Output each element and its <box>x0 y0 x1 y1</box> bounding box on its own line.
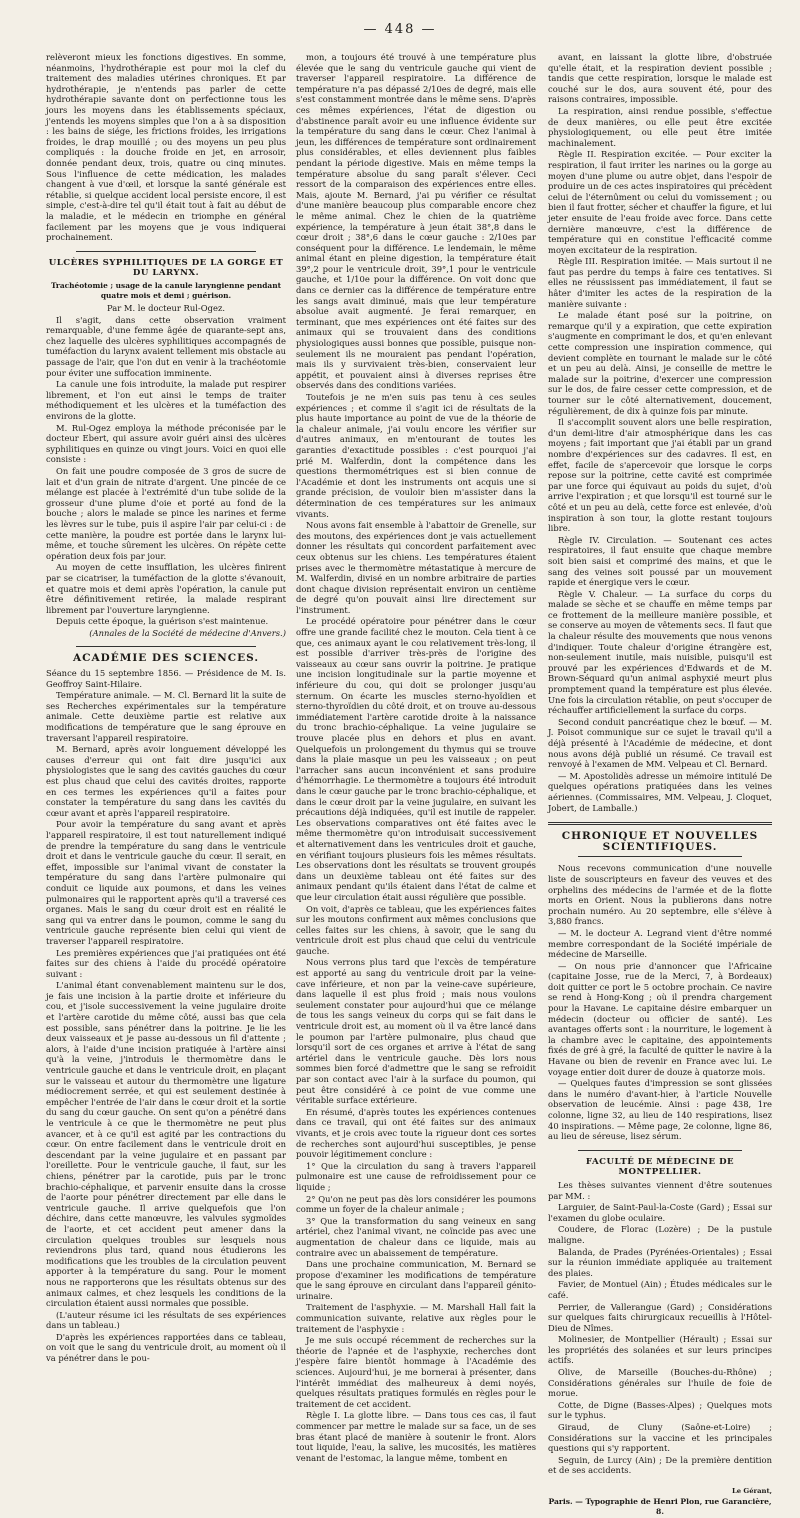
divider <box>548 822 772 825</box>
paragraph: — M. Apostolidès adresse un mémoire intitulé De quelques opérations pratiquées dans les veines aériennes. (Commissaires, MM. Velpeau, J. Cloquet, Jobert, de Lamballe.) <box>548 770 772 813</box>
thesis-item: Favier, de Montuel (Ain) ; Études médicales sur le café. <box>548 1279 772 1300</box>
thesis-item: Olive, de Marseille (Bouches-du-Rhône) ; Considérations générales sur l'huile de foie de morue. <box>548 1367 772 1399</box>
gerant-signature: Le Gérant, <box>731 1487 772 1495</box>
paragraph: Nous verrons plus tard que l'excès de température est apporté au sang du ventricule droit par la veine-cave inférieure, et non par la veine-cave supérieure, dans laquelle il est plus froid ; mais nous voulons seulement constater pour aujourd'hui que ce mélange de tous les sangs veineux du corps qui se fait dans le ventricule droit est, au moment où il va être lancé dans le poumon par l'artère pulmonaire, plus chaud que lorsqu'il sort de ces organes et arrive à l'état de sang artériel dans le ventricule gauche. Dès lors nous sommes bien forcé d'admettre que le sang se refroidit par son contact avec l'air à la surface du poumon, qui peut être considéré à ce point de vue comme une véritable surface extérieure. <box>296 957 536 1106</box>
paragraph: Règle V. Chaleur. — La surface du corps du malade se sèche et se chauffe en même temps par ce frottement de la meilleure manière possible, et se conserve au moyen de vêtements secs. Il faut que la chaleur résulte des mouvements que nous venons d'indiquer. Toute chaleur d'origine étrangère est, non-seulement inutile, mais nuisible, puisqu'il est prouvé par les expériences d'Edwards et de M. Brown-Séquard qu'un animal asphyxié meurt plus promptement quand la température est plus élevée. Une fois la circulation rétablie, on peut s'occuper de réchauffer artificiellement la surface du corps. <box>548 588 772 716</box>
paragraph: 1° Que la circulation du sang à travers l'appareil pulmonaire est une cause de refroidissement pour ce liquide ; <box>296 1160 536 1192</box>
paragraph: Traitement de l'asphyxie. — M. Marshall Hall fait la communication suivante, relative aux règles pour le traitement de l'asphyxie : <box>296 1302 536 1334</box>
paragraph: mon, a toujours été trouvé à une température plus élevée que le sang du ventricule gauche qui vient de traverser l'appareil respiratoire. La différence de température n'a pas dépassé 2/10es de degré, mais elle s'est constamment montrée dans le même sens. D'après ces mêmes expériences, l'état de digestion ou d'abstinence paraît avoir eu une influence évidente sur la température du sang dans le cœur. Chez l'animal à jeun, les différences de température sont ordinairement plus considérables, et elles deviennent plus faibles pendant la période digestive. Mais en même temps la température absolue du sang paraît s'élever. Ceci ressort de la comparaison des expériences entre elles. Mais, ajoute M. Bernard, j'ai pu vérifier ce résultat d'une manière beaucoup plus comparable encore chez le même animal. Chez le chien de la quatrième expérience, la température à jeun était 38°,8 dans le cœur droit ; 38°,6 dans le cœur gauche : 2/10es par conséquent pour la différence. Le lendemain, le même animal étant en pleine digestion, la température était 39°,2 pour le ventricule droit, 39°,1 pour le ventricule gauche, et 1/10e pour la différence. On voit donc que dans ce dernier cas la différence de température entre les sangs avait diminué, mais que leur température absolue avait augmenté. Je ferai remarquer, en terminant, que mes expériences ont été faites sur des animaux qui se trouvaient dans des conditions physiologiques aussi bonnes que possible, puisque non-seulement ils ne mouraient pas pendant l'opération, mais ils y survivaient très-bien, conservaient leur appétit, et pouvaient ainsi à diverses reprises être observés dans des conditions variées. <box>296 52 536 391</box>
chronicle-body <box>548 863 772 1141</box>
theses-list <box>548 1202 772 1476</box>
paragraph: Nous avons fait ensemble à l'abattoir de Grenelle, sur des moutons, des expériences dont je vais actuellement donner les résultats qui concordent parfaitement avec ceux obtenus sur les chiens. Les températures étaient prises avec le thermomètre métastatique à mercure de M. Walferdin, divisé en un nombre arbitraire de parties dont chaque division représentait environ un centième de degré qu'on pouvait ainsi lire directement sur l'instrument. <box>296 520 536 615</box>
paragraph: Je me suis occupé récemment de recherches sur la théorie de l'apnée et de l'asphyxie, recherches dont j'espère faire bientôt hommage à l'Académie des sciences. Aujourd'hui, je me bornerai à présenter, dans l'intérêt immédiat des malheureux à demi noyés, quelques résultats pratiques formulés en règles pour le traitement de cet accident. <box>296 1335 536 1409</box>
paragraph: M. Rul-Ogez employa la méthode préconisée par le docteur Ebert, qui assure avoir guéri ainsi des ulcères syphilitiques en quinze ou vingt jours. Voici en quoi elle consiste : <box>46 422 286 465</box>
paragraph: Pour avoir la température du sang avant et après l'appareil respiratoire, il est tout naturellement indiqué de prendre la température du sang dans le ventricule droit et dans le ventricule gauche du cœur. Il serait, en effet, impossible sur l'animal vivant de constater la température du sang dans l'artère pulmonaire qui conduit ce liquide aux poumons, et dans les veines pulmonaires qui le rapportent après qu'il a traversé ces organes. Mais le sang du cœur droit est en réalité le sang qui va entrer dans le poumon, comme le sang du ventricule gauche représente bien celui qui vient de traverser l'appareil respiratoire. <box>46 819 286 946</box>
article-title: ULCÈRES SYPHILITIQUES DE LA GORGE ET DU LARYNX. <box>48 257 284 279</box>
thesis-item: Giraud, de Cluny (Saône-et-Loire) ; Considérations sur la vaccine et les principales questions qui s'y rapportent. <box>548 1422 772 1454</box>
column-left <box>46 52 286 1365</box>
article-subtitle: Trachéotomie ; usage de la canule laryngienne pendant quatre mois et demi ; guérison. <box>50 280 282 301</box>
byline: Par M. le docteur Rul-Ogez. <box>106 303 226 314</box>
column-middle <box>296 52 536 1464</box>
paragraph: Il s'agit, dans cette observation vraiment remarquable, d'une femme âgée de quarante-sept ans, chez laquelle des ulcères syphilitiques accompagnés de tuméfaction du larynx avaient tellement mis obstacle au passage de l'air, que l'on dut en venir à la trachéotomie pour éviter une suffocation imminente. <box>46 314 286 378</box>
paragraph: Nous recevons communication d'une nouvelle liste de souscripteurs en faveur des veuves et des orphelins des médecins de l'armée et de la flotte morts en Orient. Nous la publierons dans notre prochain numéro. Au 20 septembre, elle s'élève à 3,880 francs. <box>548 863 772 927</box>
paragraph: Depuis cette époque, la guérison s'est maintenue. <box>56 616 269 627</box>
paragraph: — On nous prie d'annoncer que l'Africaine (capitaine Josse, rue de la Merci, 7, à Bordeaux) doit quitter ce port le 5 octobre prochain. Ce navire se rend à Hong-Kong ; où il prendra chargement pour la Havane. Le capitaine désire embarquer un médecin (docteur ou officier de santé). Les avantages offerts sont : la nourriture, le logement à la chambre avec le capitaine, des appointements fixés de gré à gré, la faculté de quitter le navire à la Havane ou bien de revenir en France avec lui. Le voyage entier doit durer de douze à quatorze mois. <box>548 960 772 1077</box>
thesis-item: Seguin, de Lurcy (Ain) ; De la première dentition et de ses accidents. <box>548 1454 772 1476</box>
paragraph: Le procédé opératoire pour pénétrer dans le cœur offre une grande facilité chez le mouton. Cela tient à ce que, ces animaux ayant le cou relativement très-long, il est possible d'arriver très-près de l'origine des vaisseaux au cœur sans ouvrir la poitrine. Je pratique une incision longitudinale sur la partie moyenne et inférieure du cou, qui doit se prolonger jusqu'au sternum. On écarte les muscles sterno-hyoïdien et sterno-thyroïdien du côté droit, et on trouve au-dessous immédiatement l'artère carotide droite à la naissance du tronc brachio-céphalique. La veine jugulaire se trouve placée plus en dehors et plus en avant. Quelquefois un prolongement du thymus qui se trouve dans la plaie masque un peu les vaisseaux ; on peut l'arracher sans aucun inconvénient et sans produire d'hémorrhagie. Le thermomètre a toujours été introduit dans le cœur gauche par le tronc brachio-céphalique, et dans le cœur droit par la veine jugulaire, en suivant les précautions déjà indiquées, qu'il est inutile de rappeler. Les observations comparatives ont été faites avec le même thermomètre qu'on introduisait successivement et alternativement dans les ventricules droit et gauche, en vérifiant toujours plusieurs fois les mêmes résultats. Les observations dont les résultats se trouvent groupés dans un deuxième tableau ont été faites sur des animaux pendant qu'ils étaient dans l'état de calme et que leur circulation était aussi régulière que possible. <box>296 616 536 902</box>
paragraph: Règle I. La glotte libre. — Dans tous ces cas, il faut commencer par mettre le malade sur sa face, un de ses bras étant placé de manière à soutenir le front. Alors tout liquide, l'eau, la salive, les mucosités, les matières venant de l'estomac, la langue même, tombent en <box>296 1410 536 1463</box>
paragraph: La respiration, ainsi rendue possible, s'effectue de deux manières, ou elle peut être excitée physiologiquement, ou elle peut être imitée machinalement. <box>548 105 772 148</box>
paragraph: Second conduit pancréatique chez le bœuf. — M. J. Poisot communique sur ce sujet le travail qu'il a déjà présenté à l'Académie de médecine, et dont nous avons déjà publié un résumé. Ce travail est renvoyé à l'examen de MM. Velpeau et Cl. Bernard. <box>548 716 772 770</box>
divider <box>76 251 256 252</box>
divider <box>76 646 256 647</box>
seance-line: Séance du 15 septembre 1856. — Présidence de M. Is. Geoffroy Saint-Hilaire. <box>46 668 286 689</box>
section-title-faculte: FACULTÉ DE MÉDECINE DE MONTPELLIER. <box>585 1156 735 1178</box>
asphyxie-body-continued <box>548 52 772 813</box>
paragraph: — M. le docteur A. Legrand vient d'être nommé membre correspondant de la Société impériale de médecine de Marseille. <box>548 927 772 960</box>
thesis-item: Molinesier, de Montpellier (Hérault) ; Essai sur les propriétés des solanées et sur leurs principes actifs. <box>548 1334 772 1366</box>
paragraph: Au moyen de cette insufflation, les ulcères finirent par se cicatriser, la tuméfaction de la glotte s'évanouit, et quatre mois et demi après l'opération, la canule put être définitivement retirée, la malade respirant librement par l'ouverture laryngienne. <box>46 562 286 615</box>
imprint <box>548 1486 772 1518</box>
article-body <box>46 315 286 627</box>
imprint-line: Paris. — Typographie de Henri Plon, rue Garancière, 8. <box>548 1496 772 1517</box>
paragraph: 3° Que la transformation du sang veineux en sang artériel, chez l'animal vivant, ne coïncide pas avec une augmentation de chaleur dans ce liquide, mais au contraire avec un abaissement de température. <box>296 1215 536 1258</box>
section-title-academie: ACADÉMIE DES SCIENCES. <box>73 652 259 665</box>
paragraph: La canule une fois introduite, la malade put respirer librement, et l'on eut ainsi le temps de traiter méthodiquement et les ulcères et la tuméfaction des environs de la glotte. <box>46 379 286 421</box>
thesis-item: Cotte, de Digne (Basses-Alpes) ; Quelques mots sur le typhus. <box>548 1399 772 1421</box>
intro-paragraph: relèveront mieux les fonctions digestives. En somme, néanmoins, l'hydrothérapie est pour moi la clef du traitement des maladies utérines chroniques. Et par hydrothérapie, je n'entends pas parler de cette hydrothérapie savante dont on perfectionne tous les jours les moyens dans les établissements spéciaux, j'entends les moyens simples que l'on a à sa disposition : les bains de siége, les frictions froides, les irrigations froides, le drap mouillé ; ou des moyens un peu plus compliqués : la douche froide en jet, en arrosoir, donnée pendant deux, trois, quatre ou cinq minutes. Sous l'influence de cette médication, les malades changent à vue d'œil, et lorsque la santé générale est rétablie, si quelque accident local persiste encore, il est simple, c'est-à-dire tel qu'il était tout à fait au début de la maladie, et le médecin en triomphe en général facilement par les moyens que je vous indiquerai prochainement. <box>46 52 286 243</box>
academie-body-continued <box>296 52 536 1463</box>
divider <box>578 856 742 857</box>
divider <box>578 1150 742 1151</box>
paragraph: M. Bernard, après avoir longuement développé les causes d'erreur qui ont fait dire jusqu'ici aux physiologistes que le sang des cavités gauches du cœur est plus chaud que celui des cavités droites, rapporte en ces termes les expériences qu'il a faites pour constater la température du sang dans les cavités du cœur avant et après l'appareil respiratoire. <box>46 744 286 818</box>
thesis-item: Perrier, de Vallerangue (Gard) ; Considérations sur quelques faits chirurgicaux recueillis à l'Hôtel-Dieu de Nîmes. <box>548 1301 772 1333</box>
paragraph: Température animale. — M. Cl. Bernard lit la suite de ses Recherches expérimentales sur la température animale. Cette deuxième partie est relative aux modifications de température que le sang éprouve en traversant l'appareil respiratoire. <box>46 690 286 743</box>
paragraph: D'après les expériences rapportées dans ce tableau, on voit que le sang du ventricule droit, au moment où il va pénétrer dans le pou- <box>46 1331 286 1364</box>
paragraph: Les premières expériences que j'ai pratiquées ont été faites sur des chiens à l'aide du procédé opératoire suivant : <box>46 947 286 979</box>
paragraph: (L'auteur résume ici les résultats de ses expériences dans un tableau.) <box>46 1309 286 1331</box>
thesis-item: Larguier, de Saint-Paul-la-Coste (Gard) ; Essai sur l'examen du globe oculaire. <box>548 1202 772 1223</box>
article-source: (Annales de la Société de médecine d'Anvers.) <box>89 627 286 638</box>
paragraph: avant, en laissant la glotte libre, d'obstruée qu'elle était, et la respiration devient possible ; tandis que cette respiration, lorsque le malade est couché sur le dos, aura souvent été, pour des raisons contraires, impossible. <box>548 52 772 105</box>
paragraph: Le malade étant posé sur la poitrine, on remarque qu'il y a expiration, que cette expiration s'augmente en comprimant le dos, et qu'en enlevant cette compression une inspiration commence, qui devient complète en tournant le malade sur le côté et un peu au delà. Ainsi, je conseille de mettre le malade sur la poitrine, d'exercer une compression sur le dos, de faire cesser cette compression, et de tourner sur le côté alternativement, doucement, régulièrement, de dix à quinze fois par minute. <box>548 310 772 416</box>
paragraph: On fait une poudre composée de 3 gros de sucre de lait et d'un grain de nitrate d'argent. Une pincée de ce mélange est placée à l'extrémité d'un tube solide de la grosseur d'une plume d'oie et porté au fond de la bouche ; alors le malade se pince les narines et ferme les lèvres sur le tube, puis il aspire l'air par celui-ci : de cette manière, la poudre est portée dans le larynx lui-même, et touche sûrement les ulcères. On répète cette opération deux fois par jour. <box>46 465 286 561</box>
thesis-item: Balanda, de Prades (Pyrénées-Orientales) ; Essai sur la réunion immédiate appliquée au traitement des plaies. <box>548 1246 772 1278</box>
paragraph: Règle II. Respiration excitée. — Pour exciter la respiration, il faut irriter les narines ou la gorge au moyen d'une plume ou autre objet, dans l'espoir de produire un de ces actes inspiratoires qui précèdent celui de l'éternûment ou celui du vomissement ; ou bien il faut frotter, sécher et chauffer la figure, et lui jeter ensuite de l'eau froide avec force. Dans cette dernière manœuvre, c'est la différence de température qui en constitue l'efficacité comme moyen excitateur de la respiration. <box>548 149 772 255</box>
paragraph: Il s'accomplit souvent alors une belle respiration, d'un demi-litre d'air atmosphérique dans les cas moyens ; fait important que j'ai établi par un grand nombre d'expériences sur des cadavres. Il est, en effet, facile de s'apercevoir que lorsque le corps repose sur la poitrine, cette cavité est comprimée par une force qui équivaut au poids du sujet, d'où arrive l'expiration ; et que lorsqu'il est tourné sur le côté et un peu au delà, cette force est enlevée, d'où inspiration à son tour, la glotte restant toujours libre. <box>548 417 772 534</box>
thesis-item: Coudere, de Florac (Lozère) ; De la pustule maligne. <box>548 1224 772 1245</box>
column-right <box>548 52 772 1518</box>
page-number: — 448 — <box>363 22 437 37</box>
faculty-intro: Les thèses suivantes viennent d'être soutenues par MM. : <box>548 1179 772 1201</box>
paragraph: Règle III. Respiration imitée. — Mais surtout il ne faut pas perdre du temps à faire ces tentatives. Si elles ne réussissent pas immédiatement, il faut se hâter d'imiter les actes de la respiration de la manière suivante : <box>548 256 772 309</box>
paragraph: L'animal étant convenablement maintenu sur le dos, je fais une incision à la partie droite et inférieure du cou, et j'isole successivement la veine jugulaire droite et l'artère carotide du même côté, aussi bas que cela est possible, sans pénétrer dans la poitrine. Je lie les deux vaisseaux et je passe au-dessous un fil d'attente ; alors, à l'aide d'une incision pratiquée à l'artère ainsi qu'à la veine, j'introduis le thermomètre dans le ventricule gauche et dans le ventricule droit, en plaçant sur le vaisseau et autour du thermomètre une ligature médiocrement serrée, et qui est seulement destinée à empêcher l'entrée de l'air dans le cœur droit et la sortie du sang du cœur gauche. On sent qu'on a pénétré dans le ventricule à ce que le thermomètre ne peut plus avancer, et à ce qu'il est agité par les contractions du cœur. On entre facilement dans le ventricule droit en descendant par la veine jugulaire et en passant par l'oreillette. Pour le ventricule gauche, il faut, sur les chiens, pénétrer par la carotide, puis par le tronc brachio-céphalique, et parvenir ensuite dans la crosse de l'aorte pour pénétrer directement par elle dans le ventricule gauche. Il arrive quelquefois que l'on déchire, dans cette manœuvre, les valvules sygmoïdes de l'aorte, et cet accident peut amener dans la circulation quelques troubles sur lesquels nous reviendrons plus tard, quand nous étudierons les modifications que les troubles de la circulation peuvent apporter à la température du sang. Pour le moment nous ne rapporterons que les résultats obtenus sur des animaux calmes, et chez lesquels les conditions de la circulation étaient aussi normales que possible. <box>46 980 286 1309</box>
paragraph: Toutefois je ne m'en suis pas tenu à ces seules expériences ; et comme il s'agit ici de résultats de la plus haute importance au point de vue de la théorie de la chaleur animale, j'ai voulu encore les vérifier sur d'autres animaux, en m'entourant de toutes les garanties d'exactitude possibles : c'est pourquoi j'ai prié M. Walferdin, dont la compétence dans les questions thermométriques est si bien connue de l'Académie et dont les instruments ont acquis une si grande précision, de vouloir bien m'assister dans la détermination de ces températures sur les animaux vivants. <box>296 392 536 519</box>
paragraph: Dans une prochaine communication, M. Bernard se propose d'examiner les modifications de température que le sang éprouve en circulant dans l'appareil génito-urinaire. <box>296 1259 536 1301</box>
paragraph: 2° Qu'on ne peut pas dès lors considérer les poumons comme un foyer de la chaleur animale ; <box>296 1193 536 1215</box>
paragraph: En résumé, d'après toutes les expériences contenues dans ce travail, qui ont été faites sur des animaux vivants, et je crois avec toute la rigueur dont ces sortes de recherches sont aujourd'hui susceptibles, je pense pouvoir légitimement conclure : <box>296 1106 536 1160</box>
paragraph: On voit, d'après ce tableau, que les expériences faites sur les moutons confirment aux mêmes conclusions que celles faites sur les chiens, à savoir, que le sang du ventricule droit est plus chaud que celui du ventricule gauche. <box>296 903 536 956</box>
paragraph: — Quelques fautes d'impression se sont glissées dans le numéro d'avant-hier, à l'article Nouvelle observation de leucémie. Ainsi : page 438, 1re colonne, ligne 32, au lieu de 140 respirations, lisez 40 inspirations. — Même page, 2e colonne, ligne 86, au lieu de séreuse, lisez sérum. <box>548 1078 772 1142</box>
academie-body <box>46 690 286 1363</box>
section-title-chronique: CHRONIQUE ET NOUVELLES SCIENTIFIQUES. <box>561 830 759 853</box>
paragraph: Règle IV. Circulation. — Soutenant ces actes respiratoires, il faut ensuite que chaque membre soit bien saisi et comprimé des mains, et que le sang des veines soit poussé par un mouvement rapide et énergique vers le cœur. <box>548 534 772 588</box>
